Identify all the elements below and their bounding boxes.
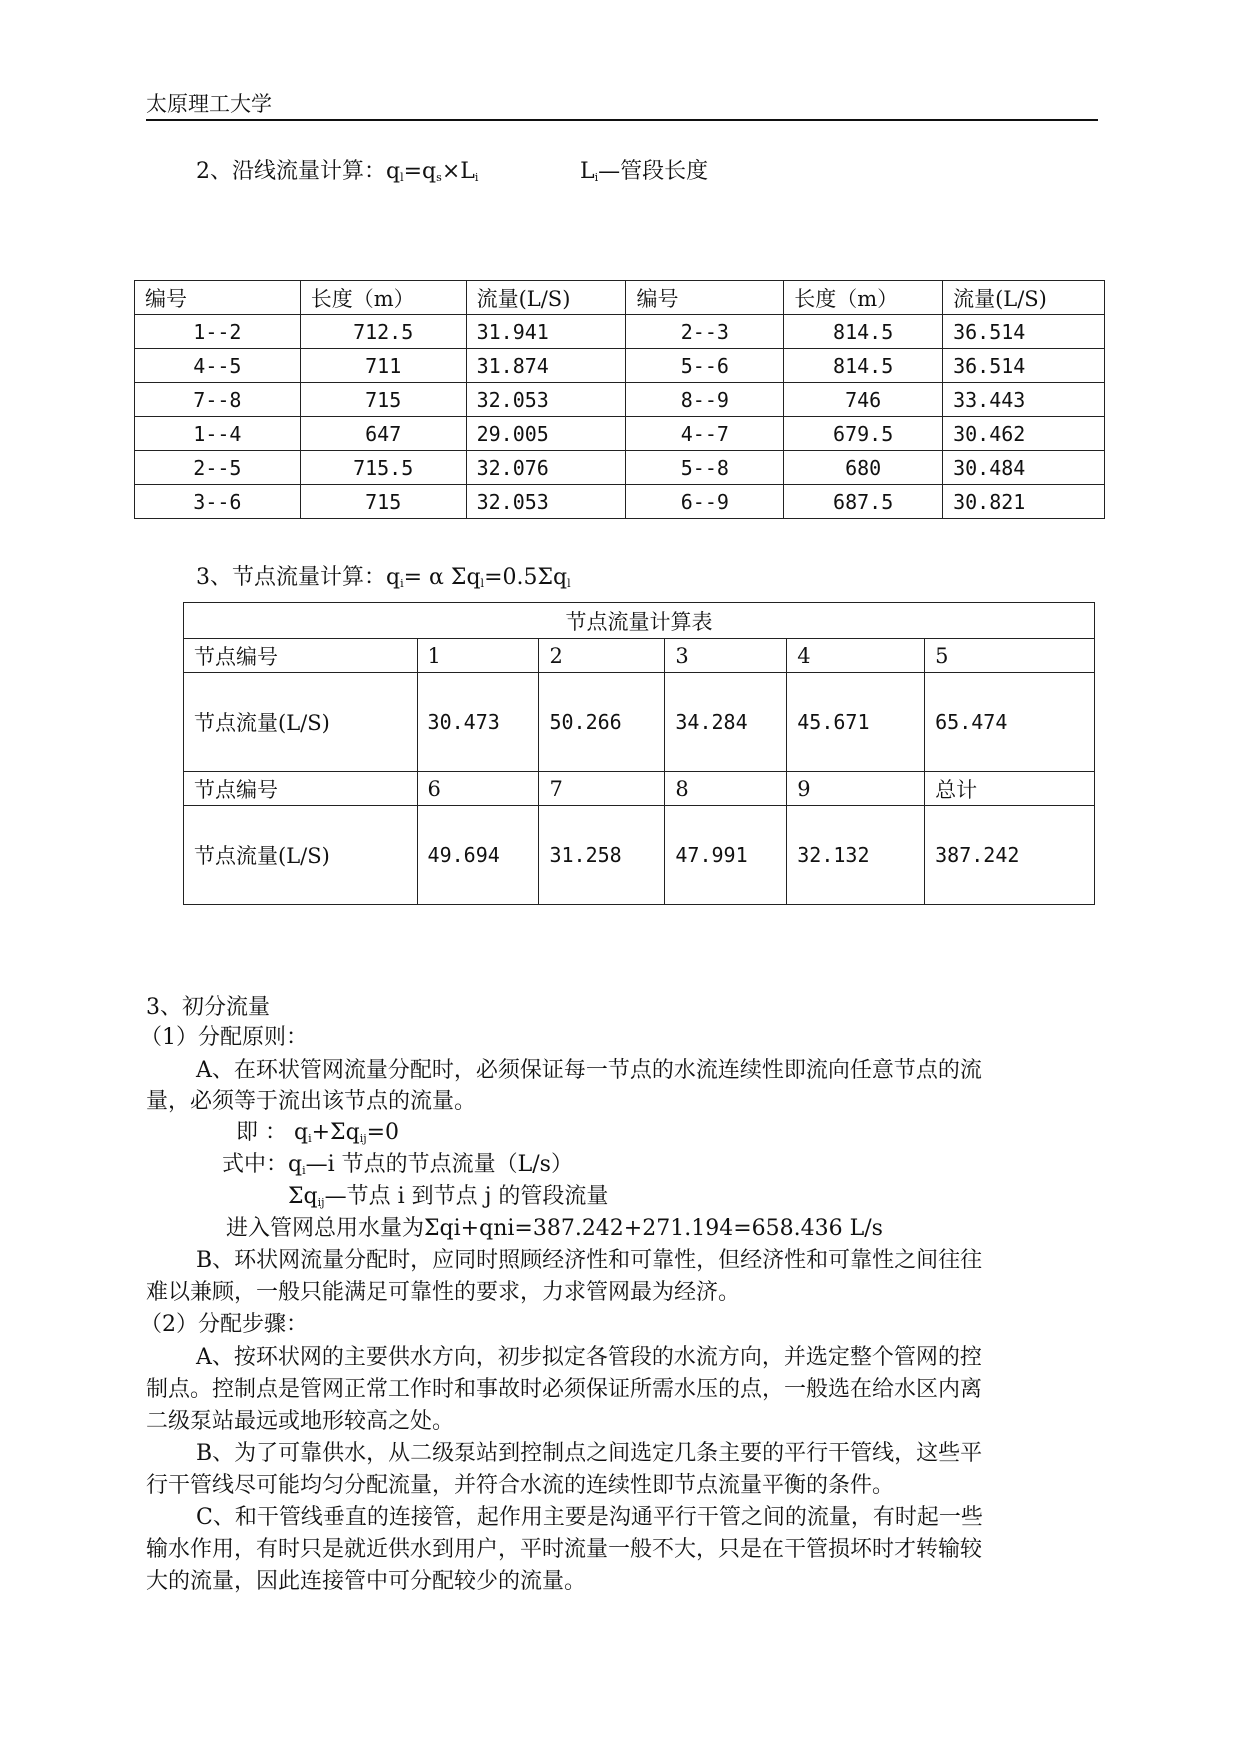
paragraph-a-line1: A、在环状管网流量分配时，必须保证每一节点的水流连续性即流向任意节点的流 bbox=[196, 1058, 982, 1083]
node-cell: 45.671 bbox=[787, 673, 925, 772]
step-a-line3: 二级泵站最远或地形较高之处。 bbox=[146, 1409, 455, 1434]
table-cell: 715 bbox=[300, 485, 466, 519]
table-row bbox=[135, 485, 1105, 519]
principle-heading: （1）分配原则： bbox=[140, 1025, 308, 1050]
table-cell: 1--2 bbox=[135, 315, 301, 349]
total-water-line: 进入管网总用水量为Σqi+qni=387.242+271.194=658.436 L/s bbox=[226, 1216, 883, 1241]
table-cell: 712.5 bbox=[300, 315, 466, 349]
table-cell: 679.5 bbox=[784, 417, 943, 451]
formula-q: q bbox=[386, 159, 401, 184]
paragraph-b-line2: 难以兼顾，一般只能满足可靠性的要求，力求管网最为经济。 bbox=[146, 1280, 741, 1305]
table-cell: 647 bbox=[300, 417, 466, 451]
formula-times: ×L bbox=[441, 159, 475, 184]
pipe-flow-table bbox=[134, 280, 1105, 519]
row-label: 节点编号 bbox=[184, 772, 418, 806]
where-text: 式中：q bbox=[222, 1152, 303, 1177]
table-cell: 31.874 bbox=[466, 349, 626, 383]
node-cell: 49.694 bbox=[417, 806, 539, 905]
table-cell: 2--3 bbox=[626, 315, 784, 349]
table-cell: 36.514 bbox=[943, 315, 1105, 349]
table-cell: 746 bbox=[784, 383, 943, 417]
length-desc: —管段长度 bbox=[598, 159, 709, 184]
steps-heading: （2）分配步骤： bbox=[140, 1312, 308, 1337]
formula-sub: s bbox=[436, 171, 442, 184]
table-cell: 4--5 bbox=[135, 349, 301, 383]
step-b-line1: B、为了可靠供水，从二级泵站到控制点之间选定几条主要的平行干管线，这些平 bbox=[196, 1441, 983, 1466]
formula-mid: = α Σq bbox=[403, 565, 481, 590]
table-cell: 5--8 bbox=[626, 451, 784, 485]
table-row bbox=[135, 349, 1105, 383]
step-a-line1: A、按环状网的主要供水方向，初步拟定各管段的水流方向，并选定整个管网的控 bbox=[196, 1345, 982, 1370]
table-cell: 32.053 bbox=[466, 485, 626, 519]
sum-line bbox=[288, 1179, 608, 1210]
table-cell: 715 bbox=[300, 383, 466, 417]
length-sub: i bbox=[594, 171, 599, 184]
table-cell: 711 bbox=[300, 349, 466, 383]
table-row bbox=[135, 451, 1105, 485]
node-cell: 9 bbox=[787, 772, 925, 806]
where-line bbox=[222, 1147, 573, 1178]
table-cell: 8--9 bbox=[626, 383, 784, 417]
table-cell: 32.053 bbox=[466, 383, 626, 417]
node-cell: 6 bbox=[417, 772, 539, 806]
section-2-line bbox=[196, 154, 478, 185]
node-cell: 8 bbox=[665, 772, 787, 806]
step-c-line3: 大的流量，因此连接管中可分配较少的流量。 bbox=[146, 1569, 587, 1594]
eq-sub: i bbox=[308, 1132, 312, 1145]
formula-sub: i bbox=[474, 171, 479, 184]
table-row bbox=[135, 315, 1105, 349]
table-cell: 4--7 bbox=[626, 417, 784, 451]
column-header: 编号 bbox=[135, 281, 301, 315]
table-cell: 36.514 bbox=[943, 349, 1105, 383]
node-cell: 3 bbox=[665, 639, 787, 673]
heading-initial-flow: 3、初分流量 bbox=[146, 995, 270, 1020]
node-cell: 387.242 bbox=[925, 806, 1095, 905]
table-row bbox=[135, 383, 1105, 417]
node-cell: 32.132 bbox=[787, 806, 925, 905]
eq-text: 即 ： q bbox=[236, 1120, 309, 1145]
eq-sub: ij bbox=[359, 1132, 367, 1145]
node-cell: 30.473 bbox=[417, 673, 539, 772]
node-cell: 2 bbox=[539, 639, 665, 673]
node-cell: 47.991 bbox=[665, 806, 787, 905]
row-label: 节点编号 bbox=[184, 639, 418, 673]
column-header: 长度（m） bbox=[784, 281, 943, 315]
node-cell: 1 bbox=[417, 639, 539, 673]
table-cell: 1--4 bbox=[135, 417, 301, 451]
paragraph-a-line2: 量，必须等于流出该节点的流量。 bbox=[146, 1089, 477, 1114]
node-cell: 5 bbox=[925, 639, 1095, 673]
length-label: L bbox=[580, 159, 595, 184]
table-cell: 30.821 bbox=[943, 485, 1105, 519]
step-c-line1: C、和干管线垂直的连接管，起作用主要是沟通平行干管之间的流量，有时起一些 bbox=[196, 1505, 983, 1530]
length-note bbox=[580, 154, 708, 185]
row-label: 节点流量(L/S) bbox=[184, 673, 418, 772]
section-3-prefix: 3、节点流量计算： bbox=[196, 565, 386, 590]
row-label: 节点流量(L/S) bbox=[184, 806, 418, 905]
where-sub: i bbox=[302, 1164, 306, 1177]
node-flow-table bbox=[183, 602, 1095, 905]
formula-q: q bbox=[386, 565, 401, 590]
table-cell: 680 bbox=[784, 451, 943, 485]
node-cell: 65.474 bbox=[925, 673, 1095, 772]
formula-sub: i bbox=[400, 577, 404, 590]
table-cell: 29.005 bbox=[466, 417, 626, 451]
node-cell: 50.266 bbox=[539, 673, 665, 772]
table-header-row bbox=[135, 281, 1105, 315]
table-cell: 31.941 bbox=[466, 315, 626, 349]
step-b-line2: 行干管线尽可能均匀分配流量，并符合水流的连续性即节点流量平衡的条件。 bbox=[146, 1473, 895, 1498]
sum-text: Σq bbox=[288, 1184, 318, 1209]
node-cell: 总计 bbox=[925, 772, 1095, 806]
formula-rest: =0.5Σq bbox=[484, 565, 568, 590]
column-header: 流量(L/S) bbox=[466, 281, 626, 315]
table-cell: 30.484 bbox=[943, 451, 1105, 485]
paragraph-b-line1: B、环状网流量分配时，应同时照顾经济性和可靠性，但经济性和可靠性之间往往 bbox=[196, 1248, 983, 1273]
column-header: 长度（m） bbox=[300, 281, 466, 315]
equation-line bbox=[236, 1115, 399, 1146]
table-cell: 814.5 bbox=[784, 349, 943, 383]
sum-text: —节点 i 到节点 j 的管段流量 bbox=[324, 1184, 609, 1209]
section-2-prefix: 2、沿线流量计算： bbox=[196, 159, 386, 184]
table-cell: 32.076 bbox=[466, 451, 626, 485]
column-header: 流量(L/S) bbox=[943, 281, 1105, 315]
formula-eq: =q bbox=[403, 159, 437, 184]
formula-sub: l bbox=[480, 577, 485, 590]
table-cell: 814.5 bbox=[784, 315, 943, 349]
table-cell: 5--6 bbox=[626, 349, 784, 383]
table-cell: 30.462 bbox=[943, 417, 1105, 451]
node-cell: 4 bbox=[787, 639, 925, 673]
node-cell: 7 bbox=[539, 772, 665, 806]
node-cell: 31.258 bbox=[539, 806, 665, 905]
sum-sub: ij bbox=[317, 1196, 325, 1209]
table-cell: 715.5 bbox=[300, 451, 466, 485]
header-rule bbox=[146, 119, 1098, 121]
table-cell: 7--8 bbox=[135, 383, 301, 417]
section-3-line bbox=[196, 560, 571, 591]
page-header: 太原理工大学 bbox=[146, 92, 272, 116]
table-cell: 3--6 bbox=[135, 485, 301, 519]
node-table-title: 节点流量计算表 bbox=[184, 603, 1095, 639]
node-cell: 34.284 bbox=[665, 673, 787, 772]
formula-sub: l bbox=[400, 171, 404, 184]
step-c-line2: 输水作用，有时只是就近供水到用户，平时流量一般不大，只是在干管损坏时才转输较 bbox=[146, 1537, 983, 1562]
table-cell: 6--9 bbox=[626, 485, 784, 519]
column-header: 编号 bbox=[626, 281, 784, 315]
where-text: —i 节点的节点流量（L/s） bbox=[305, 1152, 573, 1177]
table-cell: 33.443 bbox=[943, 383, 1105, 417]
table-row bbox=[135, 417, 1105, 451]
table-cell: 2--5 bbox=[135, 451, 301, 485]
eq-text: =0 bbox=[366, 1120, 400, 1145]
formula-sub: l bbox=[567, 577, 571, 590]
eq-text: +Σq bbox=[311, 1120, 360, 1145]
step-a-line2: 制点。控制点是管网正常工作时和事故时必须保证所需水压的点，一般选在给水区内离 bbox=[146, 1377, 983, 1402]
table-cell: 687.5 bbox=[784, 485, 943, 519]
